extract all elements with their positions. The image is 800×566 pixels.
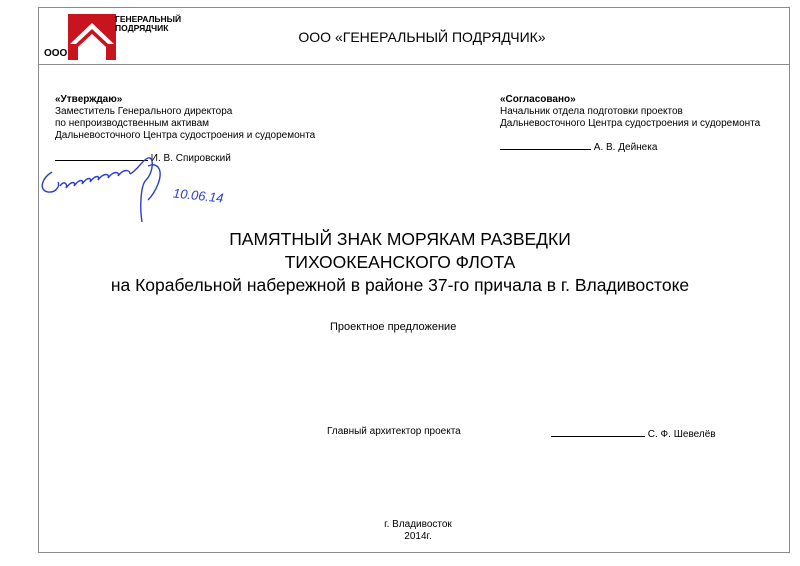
footer	[0, 519, 800, 543]
proposal-label: Проектное предложение	[330, 321, 457, 333]
approve-line: Дальневосточного Центра судостроения и судоремонта	[55, 130, 316, 141]
agree-signature-line	[500, 139, 657, 153]
signature-blank	[500, 139, 591, 150]
agree-line: Дальневосточного Центра судостроения и судоремонта	[500, 118, 761, 129]
architect-name: С. Ф. Шевелёв	[647, 429, 716, 440]
architect-role: Главный архитектор проекта	[327, 426, 461, 437]
approve-block	[55, 94, 355, 142]
footer-year: 2014г.	[404, 531, 432, 542]
house-logo-icon	[68, 14, 116, 60]
title-line-3: на Корабельной набережной в районе 37-го причала в г. Владивостоке	[110, 275, 690, 295]
header-divider	[38, 64, 790, 65]
title-line-2: ТИХООКЕАНСКОГО ФЛОТА	[284, 252, 516, 272]
document-title	[0, 228, 800, 297]
footer-city: г. Владивосток	[384, 519, 452, 530]
logo-name: ГЕНЕРАЛЬНЫЙ ПОДРЯДЧИК	[115, 14, 182, 33]
logo-prefix: ООО	[44, 48, 68, 59]
approve-heading: «Утверждаю»	[55, 94, 123, 105]
company-title: ООО «ГЕНЕРАЛЬНЫЙ ПОДРЯДЧИК»	[298, 29, 546, 45]
title-line-1: ПАМЯТНЫЙ ЗНАК МОРЯКАМ РАЗВЕДКИ	[229, 229, 571, 249]
approve-line: по непроизводственным активам	[55, 118, 210, 129]
handwritten-date: 10.06.14	[172, 185, 225, 206]
architect-signature-line	[551, 426, 716, 440]
company-logo	[44, 14, 184, 60]
signature-blank	[551, 426, 645, 437]
approve-signer: И. В. Спировский	[150, 153, 231, 164]
agree-block	[500, 94, 785, 130]
agree-line: Начальник отдела подготовки проектов	[500, 106, 683, 117]
agree-signer: А. В. Дейнека	[593, 142, 658, 153]
agree-heading: «Согласовано»	[500, 94, 576, 105]
approve-line: Заместитель Генерального директора	[55, 106, 233, 117]
